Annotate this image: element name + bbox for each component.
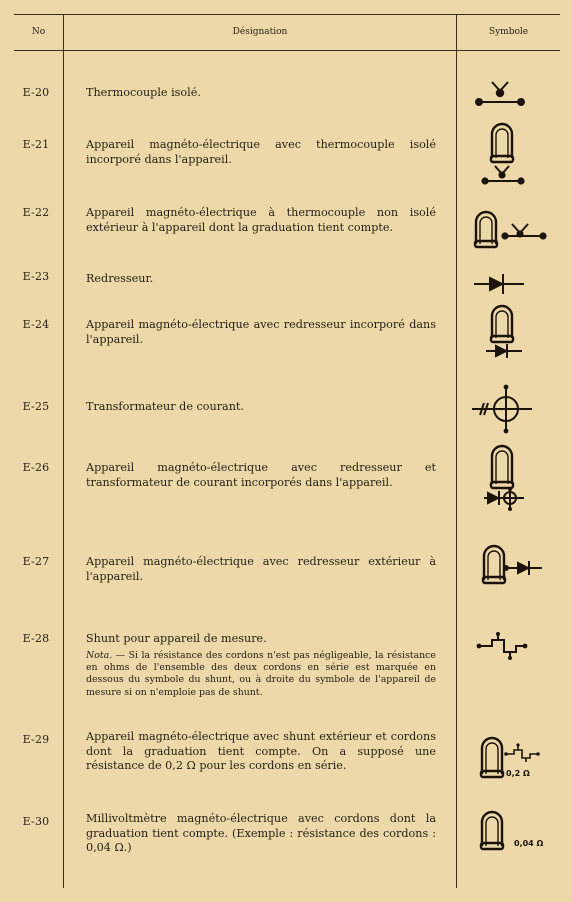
- column-rule-1: [63, 14, 64, 888]
- row-designation-text: Shunt pour appareil de mesure.: [86, 632, 267, 645]
- header-symbol: Symbole: [488, 27, 529, 37]
- symbol-label: 0,04 Ω: [514, 839, 544, 848]
- insulated-thermocouple-icon: [462, 78, 558, 112]
- row-designation: Appareil magnéto-électrique avec redresseur incorporé dans l'appareil.: [86, 318, 436, 346]
- row-designation: Thermocouple isolé.: [86, 86, 201, 99]
- row-designation: [86, 632, 436, 699]
- row-number: E-30: [22, 815, 50, 828]
- row-number: E-23: [22, 270, 50, 283]
- header-bottom-rule: [14, 50, 560, 51]
- header-designation: Désignation: [232, 27, 288, 37]
- row-number: E-25: [22, 400, 50, 413]
- row-designation: Redresseur.: [86, 272, 154, 285]
- row-designation: Appareil magnéto-électrique avec thermocouple isolé incorporé dans l'appareil.: [86, 138, 436, 166]
- row-designation: Appareil magnéto-électrique avec redresseur extérieur à l'appareil.: [86, 555, 436, 583]
- row-number: E-28: [22, 632, 50, 645]
- row-designation: Appareil magnéto-électrique avec shunt extérieur et cordons dont la graduation tient compte. On a supposé une résistance de 0,2 Ω pour les cordons en série.: [86, 730, 436, 772]
- rectifier-icon: [462, 268, 558, 298]
- moving-coil-external-shunt-icon: [462, 730, 558, 782]
- shunt-icon: [462, 632, 558, 662]
- row-number: E-26: [22, 461, 50, 474]
- table-top-rule: [14, 14, 560, 15]
- symbol-label: 0,2 Ω: [506, 769, 530, 778]
- note-body: — Si la résistance des cordons n'est pas négligeable, la résistance en ohms de l'ensemble des deux cordons en série est marquée en dessous du symbole du shunt, ou à droite du symbole de l'appareil de mesure si on n'emploie pas de shunt.: [86, 649, 436, 698]
- row-designation: Millivoltmètre magnéto-électrique avec cordons dont la graduation tient compte. (Exemple : résistance des cordons : 0,04 Ω.): [86, 812, 436, 854]
- note-label: Nota.: [86, 649, 113, 661]
- row-number: E-29: [22, 733, 50, 746]
- moving-coil-with-rectifier-icon: [462, 302, 558, 362]
- header-no: No: [31, 27, 46, 37]
- row-number: E-20: [22, 86, 50, 99]
- current-transformer-icon: [462, 384, 558, 434]
- moving-coil-external-thermocouple-icon: [462, 206, 558, 250]
- row-designation: Appareil magnéto-électrique avec redresseur et transformateur de courant incorporés dans l'appareil.: [86, 461, 436, 489]
- row-designation: Appareil magnéto-électrique à thermocouple non isolé extérieur à l'appareil dont la graduation tient compte.: [86, 206, 436, 234]
- note-text: [86, 650, 436, 700]
- moving-coil-rectifier-transformer-icon: [462, 440, 558, 516]
- moving-coil-with-insulated-thermocouple-icon: [462, 118, 558, 188]
- row-number: E-21: [22, 138, 50, 151]
- row-number: E-27: [22, 555, 50, 568]
- row-number: E-24: [22, 318, 50, 331]
- moving-coil-external-rectifier-icon: [462, 540, 558, 588]
- row-designation: Transformateur de courant.: [86, 400, 244, 413]
- row-number: E-22: [22, 206, 50, 219]
- millivoltmeter-icon: [462, 806, 558, 856]
- column-rule-2: [456, 14, 457, 888]
